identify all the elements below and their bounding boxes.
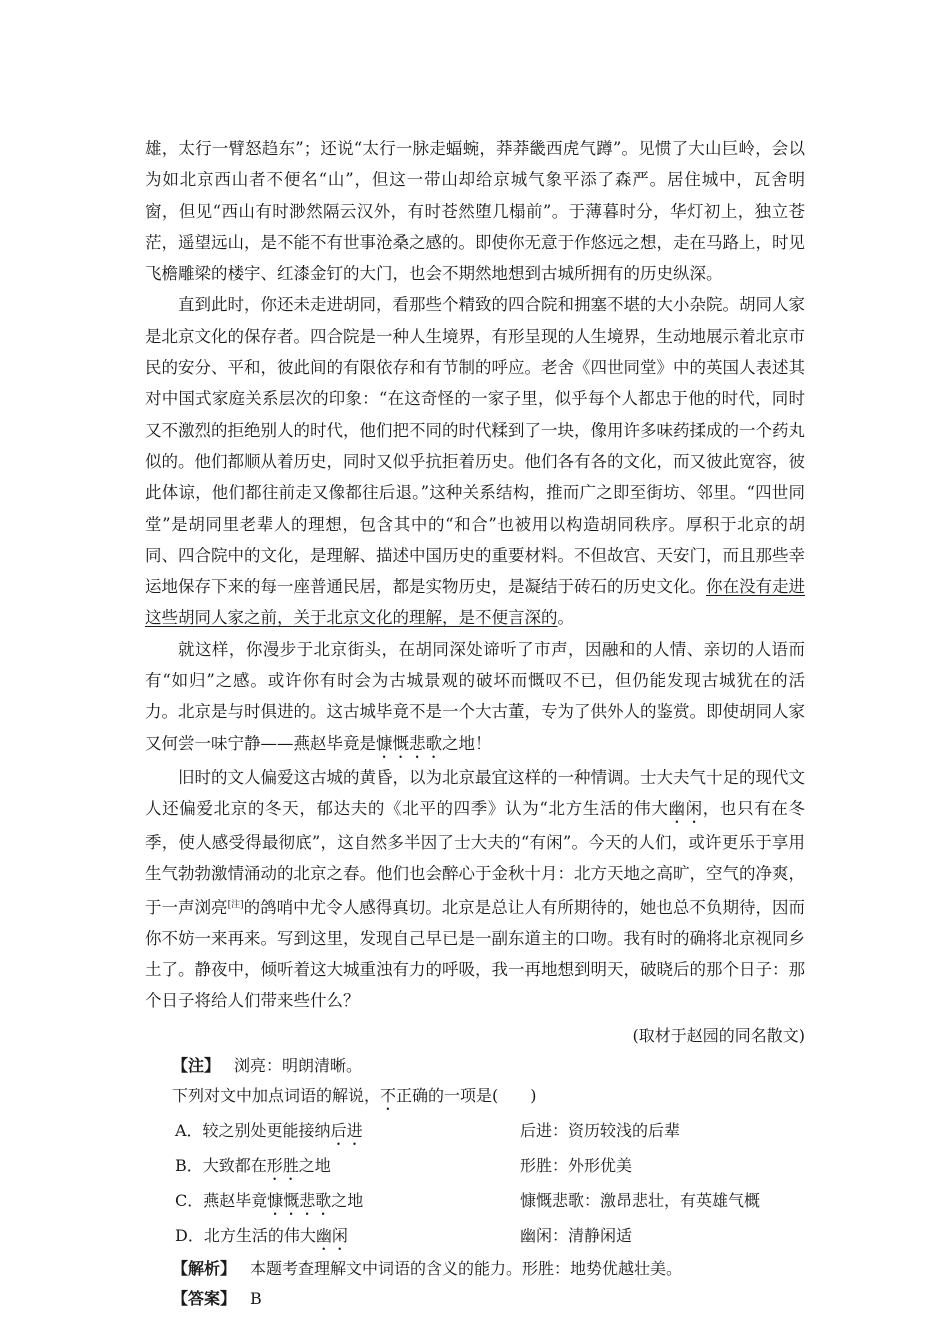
paragraph-4: [145, 762, 805, 1017]
note-marker: [注]: [227, 899, 244, 910]
paragraph-3-text: 就这样，你漫步于北京街头，在胡同深处谛听了市声，因融和的人情、亲切的人语而有“如归”之感。或许你有时会为古城景观的破坏而慨叹不已，但仍能发现古城犹在的活力。北京是与时俱进的。这古城毕竟不是一个大古董，专为了供外人的鉴赏。即使胡同人家又何尝一味宁静——燕赵毕竟是: [145, 639, 805, 753]
question-text-b: 正确的一项是( ): [396, 1085, 537, 1105]
answer-label: 【答案】: [172, 1288, 237, 1308]
option-b-explain: 形胜：外形优美: [520, 1155, 633, 1175]
question-text-a: 下列对文中加点词语的解说，: [172, 1085, 381, 1105]
analysis-text: 本题考查理解文中词语的含义的能力。形胜：地势优越壮美。: [250, 1258, 683, 1278]
note: [145, 1051, 805, 1081]
paragraph-1: [145, 133, 805, 289]
option-b-text: B．大致都在: [175, 1155, 267, 1175]
paragraph-4-text-c: 的鸽哨中尤令人感得真切。北京是总让人有所期待的，她也总不负期待，因而你不妨一来再来。写到这里，发现自己早已是一副东道主的口吻。我有时的确将北京视同乡土了。静夜中，倾听着这大城重浊有力的呼吸，我一再地想到明天，破晓后的那个日子：那个日子将给人们带来些什么？: [145, 897, 805, 1011]
analysis-label: 【解析】: [172, 1258, 237, 1278]
question-dotted-word: 不: [380, 1085, 397, 1105]
option-d-text: D．北方生活的伟大: [175, 1225, 316, 1245]
option-d-explain: 幽闲：清静闲适: [520, 1225, 633, 1245]
paragraph-2-text: 直到此时，你还未走进胡同，看那些个精致的四合院和拥塞不堪的大小杂院。胡同人家是北京文化的保存者。四合院是一种人生境界，有形呈现的人生境界，生动地展示着北京市民的安分、平和，彼此间的有限依存和有节制的呼应。老舍《四世同堂》中的英国人表述其对中国式家庭关系层次的印象：“在这奇怪的一家子里，似乎每个人都忠于他的时代，同时又不激烈的拒绝别人的时代，他们把不同的时代糅到了一块，像用许多味药揉成的一个药丸似的。他们都顺从着历史，同时又似乎抗拒着历史。他们各有各的文化，而又彼此宽容，彼此体谅，他们都往前走又像都往后退。”这种关系结构，推而广之即至街坊、邻里。“四世同堂”是胡同里老辈人的理想，包含其中的“和合”也被用以构造胡同秩序。厚积于北京的胡同、四合院中的文化，是理解、描述中国历史的重要材料。不但故宫、天安门，而且那些幸运地保存下来的每一座普通民居，都是实物历史，是凝结于砖石的历史文化。: [145, 295, 805, 597]
option-c-dotted: 慷慨悲歌: [267, 1190, 332, 1210]
option-d-dotted: 幽闲: [315, 1225, 348, 1245]
note-label: 【注】: [172, 1055, 221, 1075]
option-a: [145, 1114, 805, 1149]
option-c-explain: 慷慨悲歌：激昂悲壮，有英雄气概: [520, 1190, 761, 1210]
paragraph-4-text-b: ，也只有在冬季，使人感受得最彻底”，这自然多半因了士大夫的“有闲”。今天的人们，或许更乐于享用生气勃勃激情涌动的北京之春。他们也会醉心于金秋十月：北方天地之高旷，空气的净爽，于一声浏亮: [145, 798, 806, 917]
dotted-word-youxian: 幽闲: [668, 798, 703, 818]
option-a-text: A．较之别处更能接纳: [175, 1120, 331, 1140]
paragraph-3: [145, 634, 805, 762]
source-attribution: (取材于赵园的同名散文): [632, 1025, 805, 1045]
option-c: C．燕赵毕竟慷慨悲歌之地 慷慨悲歌：激昂悲壮，有英雄气概: [145, 1184, 805, 1219]
analysis: [145, 1254, 805, 1284]
note-text: 浏亮：明朗清晰。: [234, 1055, 363, 1075]
paragraph-4-text-a: 旧时的文人偏爱这古城的黄昏，以为北京最宜这样的一种情调。士大夫气十足的现代文人还偏爱北京的冬天，郁达夫的《北平的四季》认为“北方生活的伟大: [145, 767, 805, 818]
paragraph-1-text: 雄，太行一臂怒趋东”；还说“太行一脉走蝠蜿，莽莽畿西虎气蹲”。见惯了大山巨岭，会以为如北京西山者不便名“山”，但这一带山却给京城气象平添了森严。居住城中，瓦舍明窗，但见“西山有时渺然隔云汉外，有时苍然堕几榻前”。于薄暮时分，华灯初上，独立苍茫，遥望远山，是不能不有世事沧桑之感的。即使你无意于作悠远之想，走在马路上，时见飞檐雕梁的楼宇、红漆金钉的大门，也会不期然地想到古城所拥有的历史纵深。: [145, 139, 805, 284]
document-content: [145, 133, 805, 1314]
option-b: B．大致都在形胜之地 形胜：外形优美: [145, 1149, 805, 1184]
option-a-dotted: 后进: [330, 1120, 363, 1140]
option-c-text: C．燕赵毕竟: [175, 1190, 268, 1210]
dotted-word-kangkai: 慷慨悲歌: [376, 733, 442, 753]
option-b-dotted: 形胜: [266, 1155, 299, 1175]
paragraph-2: [145, 289, 805, 633]
answer: [145, 1284, 805, 1314]
paragraph-3-end: 之地！: [442, 733, 492, 753]
option-d: [145, 1219, 805, 1254]
paragraph-2-end: 。: [557, 608, 574, 628]
answer-text: B: [250, 1288, 262, 1308]
underlined-sentence: 你在没有走进这些胡同人家之前，关于北京文化的理解，是不便言深的: [145, 577, 805, 628]
question-stem: [145, 1081, 805, 1114]
option-a-explain: 后进：资历较浅的后辈: [520, 1120, 681, 1140]
